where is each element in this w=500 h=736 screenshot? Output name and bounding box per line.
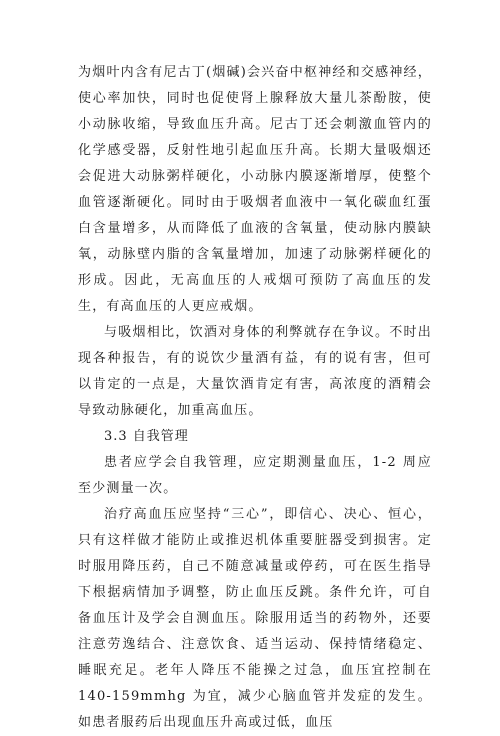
paragraph-self-management: 患者应学会自我管理，应定期测量血压，1-2 周应至少测量一次。 — [78, 455, 432, 496]
document-body — [78, 60, 432, 736]
paragraph-smoking: 为烟叶内含有尼古丁(烟碱)会兴奋中枢神经和交感神经，使心率加快，同时也促使肾上腺释放大量儿茶酚胺，使小动脉收缩，导致血压升高。尼古丁还会刺激血管内的化学感受器，反射性地引起血压升高。长期大量吸烟还会促进大动脉粥样硬化，小动脉内膜逐渐增厚，使整个血管逐渐硬化。同时由于吸烟者血液中一氧化碳血红蛋白含量增多，从而降低了血液的含氧量，使动脉内膜缺氧，动脉壁内脂的含氧量增加，加速了动脉粥样硬化的形成。因此，无高血压的人戒烟可预防了高血压的发生，有高血压的人更应戒烟。 — [78, 65, 432, 314]
paragraph-treatment: 治疗高血压应坚持“三心”，即信心、决心、恒心，只有这样做才能防止或推迟机体重要脏器受到损害。定时服用降压药，自己不随意减量或停药，可在医生指导下根据病情加予调整，防止血压反跳。条件允许，可自备血压计及学会自测血压。除服用适当的药物外，还要注意劳逸结合、注意饮食、适当运动、保持情绪稳定、睡眠充足。老年人降压不能操之过急，血压宜控制在 140-159mmhg 为宜，减少心脑血管并发症的发生。如患者服药后出现血压升高或过低，血压 — [78, 507, 432, 730]
paragraph-drinking: 与吸烟相比，饮酒对身体的利弊就存在争议。不时出现各种报告，有的说饮少量酒有益，有的说有害，但可以肯定的一点是，大量饮酒肯定有害，高浓度的酒精会导致动脉硬化，加重高血压。 — [78, 325, 432, 418]
section-heading-self-management: 3.3 自我管理 — [104, 429, 189, 444]
